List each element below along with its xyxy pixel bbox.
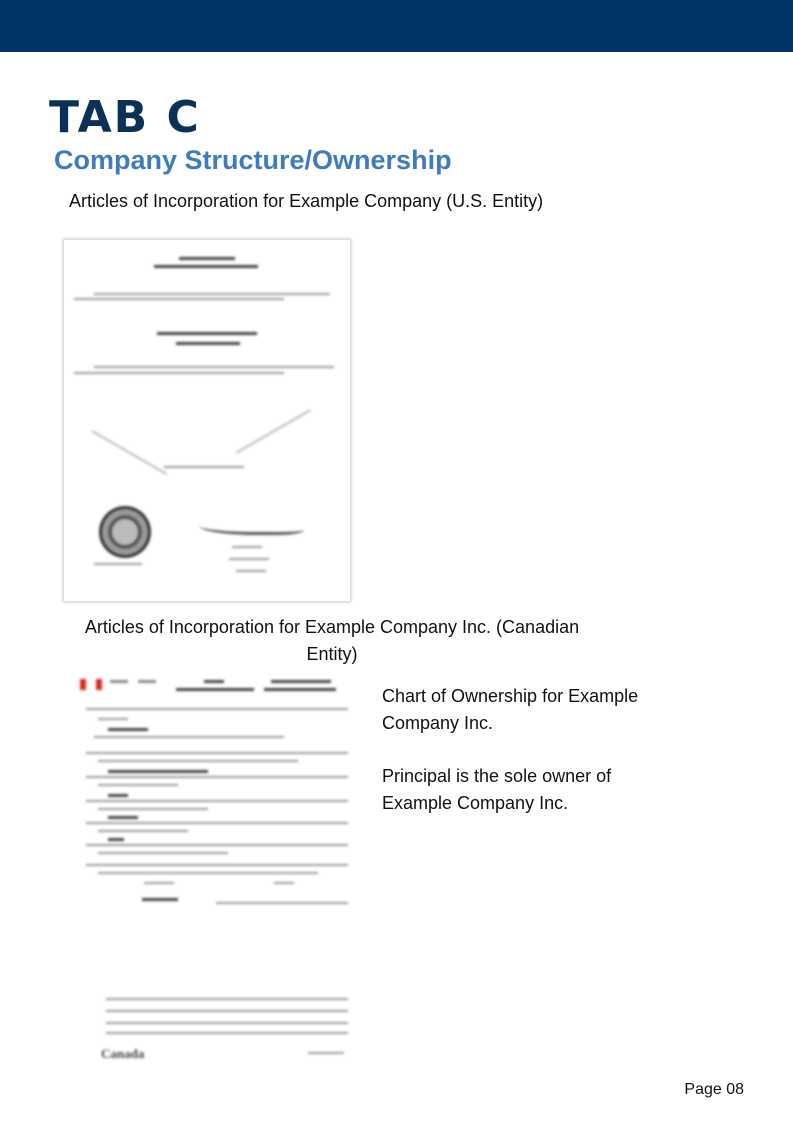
- us-articles-document-image: [63, 239, 351, 602]
- page-number: Page 08: [684, 1081, 744, 1098]
- tab-title: TAB C: [49, 92, 201, 143]
- header-bar: [0, 0, 793, 52]
- ownership-chart-heading: Chart of Ownership for Example Company Inc.: [382, 686, 639, 733]
- section-title: Company Structure/Ownership: [54, 145, 452, 175]
- us-entity-caption: Articles of Incorporation for Example Company (U.S. Entity): [69, 191, 544, 211]
- ownership-statement: Principal is the sole owner of Example Company Inc.: [382, 766, 612, 813]
- canadian-articles-document-image: Canada: [76, 672, 354, 1067]
- ownership-summary: [382, 683, 662, 843]
- canadian-entity-caption: Articles of Incorporation for Example Company Inc. (Canadian Entity): [84, 617, 580, 664]
